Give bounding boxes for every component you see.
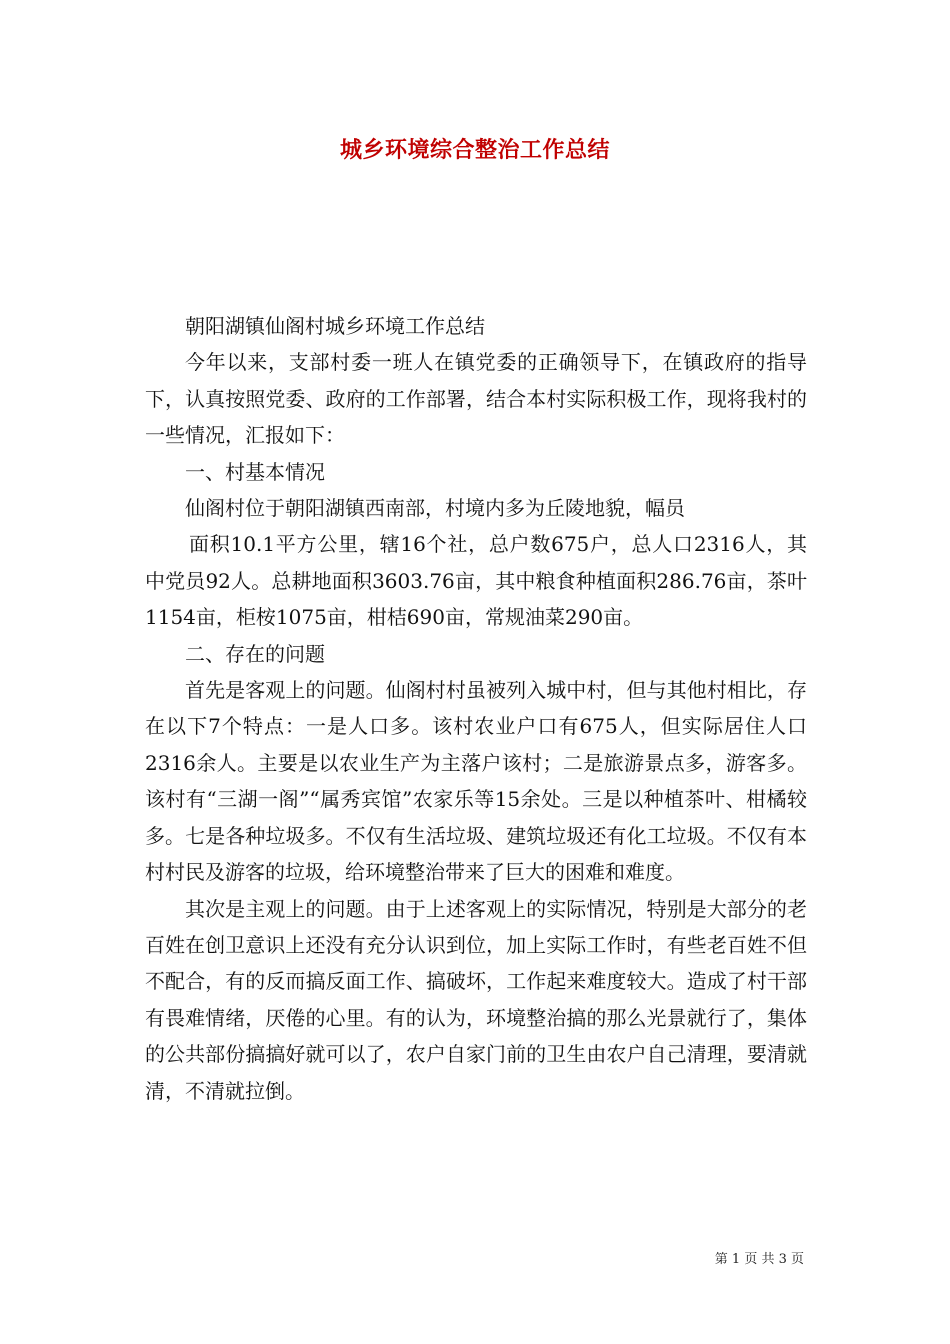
page-number: 第 1 页 共 3 页 [714,1252,804,1267]
section-heading-basic-info: 一、村基本情况 [185,459,325,484]
paragraph-location: 仙阁村位于朝阳湖镇西南部，村境内多为丘陵地貌，幅员 [185,496,685,521]
document-body [145,308,807,1109]
paragraph-subjective-problems: 其次是主观上的问题。由于上述客观上的实际情况，特别是大部分的老百姓在创卫意识上还没有充分认识到位，加上实际工作时，有些老百姓不但不配合，有的反而搞反面工作、搞破坏，工作起来难度较大。造成了村干部有畏难情绪，厌倦的心里。有的认为，环境整治搞的那么光景就行了，集体的公共部份搞搞好就可以了，农户自家门前的卫生由农户自己清理，要清就清，不清就拉倒。 [145,896,807,1103]
document-title: 城乡环境综合整治工作总结 [339,137,610,163]
section-heading-problems: 二、存在的问题 [185,641,325,666]
paragraph-intro: 今年以来，支部村委一班人在镇党委的正确领导下，在镇政府的指导下，认真按照党委、政府的工作部署，结合本村实际积极工作，现将我村的一些情况，汇报如下： [145,350,807,448]
paragraph-objective-problems: 首先是客观上的问题。仙阁村村虽被列入城中村，但与其他村相比，存在以下7个特点：一是人口多。该村农业户口有675人，但实际居住人口2316余人。主要是以农业生产为主落户该村；二是旅游景点多，游客多。该村有“三湖一阁”“属秀宾馆”农家乐等15余处。三是以种植茶叶、柑橘较多。七是各种垃圾多。不仅有生活垃圾、建筑垃圾还有化工垃圾。不仅有本村村民及游客的垃圾，给环境整治带来了巨大的困难和难度。 [145,678,807,885]
paragraph-area-stats: 面积10.1平方公里，辖16个社，总户数675户，总人口2316人，其中党员92人。总耕地面积3603.76亩，其中粮食种植面积286.76亩，茶叶1154亩，柜桉1075亩，柑桔690亩，常规油菜290亩。 [145,532,807,630]
paragraph-subtitle: 朝阳湖镇仙阁村城乡环境工作总结 [185,314,485,338]
